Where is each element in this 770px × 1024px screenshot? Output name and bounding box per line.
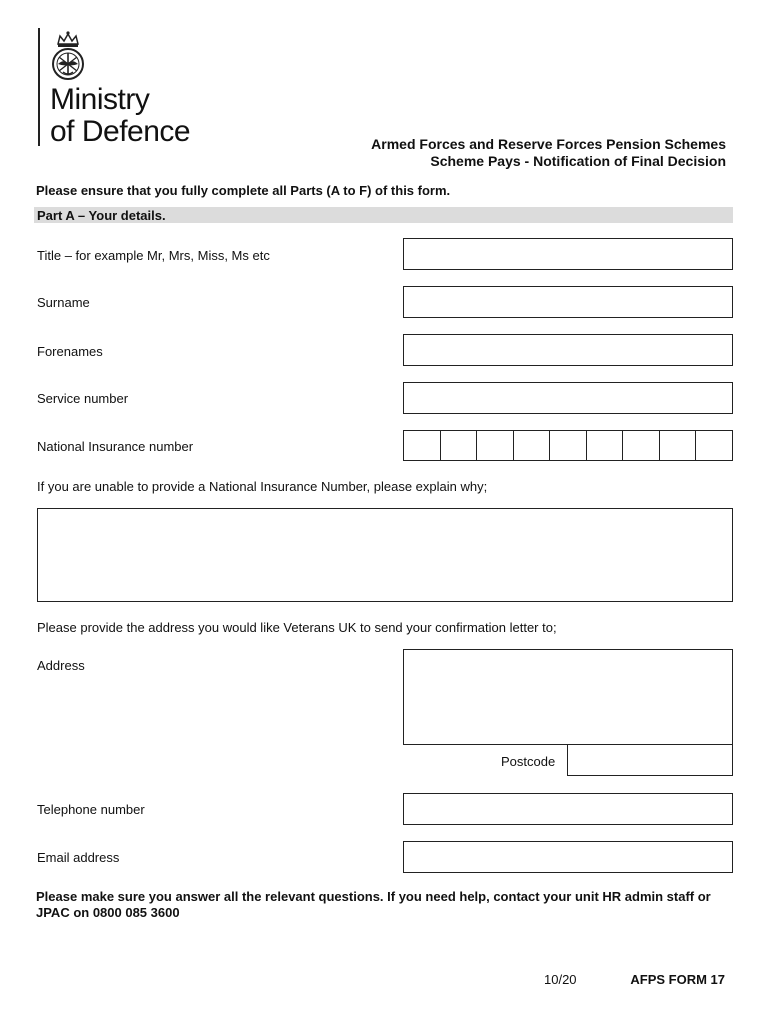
email-input[interactable] [403,841,733,873]
forenames-label: Forenames [37,344,103,359]
instruction-text: Please ensure that you fully complete all Parts (A to F) of this form. [36,183,451,198]
title-input[interactable] [403,238,733,270]
royal-crest-icon [46,30,90,84]
ni-explain-textarea[interactable] [37,508,733,602]
ni-explain-label: If you are unable to provide a National Insurance Number, please explain why; [37,479,488,494]
ni-cell-7[interactable] [623,431,660,460]
postcode-input[interactable] [567,744,733,776]
telephone-label: Telephone number [37,802,145,817]
logo-divider [38,28,40,146]
ni-cell-2[interactable] [441,431,477,460]
ni-cell-1[interactable] [404,431,441,460]
address-textarea[interactable] [403,649,733,745]
ministry-of-defence-logo [50,84,190,148]
logo-line-1: Ministry [50,83,150,116]
surname-input[interactable] [403,286,733,318]
ni-cell-3[interactable] [477,431,514,460]
forenames-input[interactable] [403,334,733,366]
form-title-line-1: Armed Forces and Reserve Forces Pension Schemes [371,136,726,152]
form-title [371,136,726,170]
ni-cell-9[interactable] [696,431,732,460]
help-note: Please make sure you answer all the relevant questions. If you need help, contact your unit HR admin staff or JPAC on 0800 085 3600 [36,889,711,920]
address-intro: Please provide the address you would like Veterans UK to send your confirmation letter to; [37,620,557,635]
ni-cell-5[interactable] [550,431,587,460]
address-label: Address [37,658,85,673]
service-number-input[interactable] [403,382,733,414]
title-label: Title – for example Mr, Mrs, Miss, Ms etc [37,248,270,263]
ni-cell-8[interactable] [660,431,696,460]
service-number-label: Service number [37,391,129,406]
ni-number-grid [403,430,733,461]
ni-cell-6[interactable] [587,431,623,460]
part-a-heading: Part A – Your details. [37,208,166,223]
form-id: AFPS FORM 17 [630,972,725,987]
form-title-line-2: Scheme Pays - Notification of Final Decision [430,153,726,169]
telephone-input[interactable] [403,793,733,825]
postcode-label: Postcode [501,754,556,769]
ni-number-label: National Insurance number [37,439,194,454]
surname-label: Surname [37,295,90,310]
ni-cell-4[interactable] [514,431,550,460]
form-date: 10/20 [544,972,577,987]
logo-line-2: of Defence [50,115,191,148]
email-label: Email address [37,850,120,865]
